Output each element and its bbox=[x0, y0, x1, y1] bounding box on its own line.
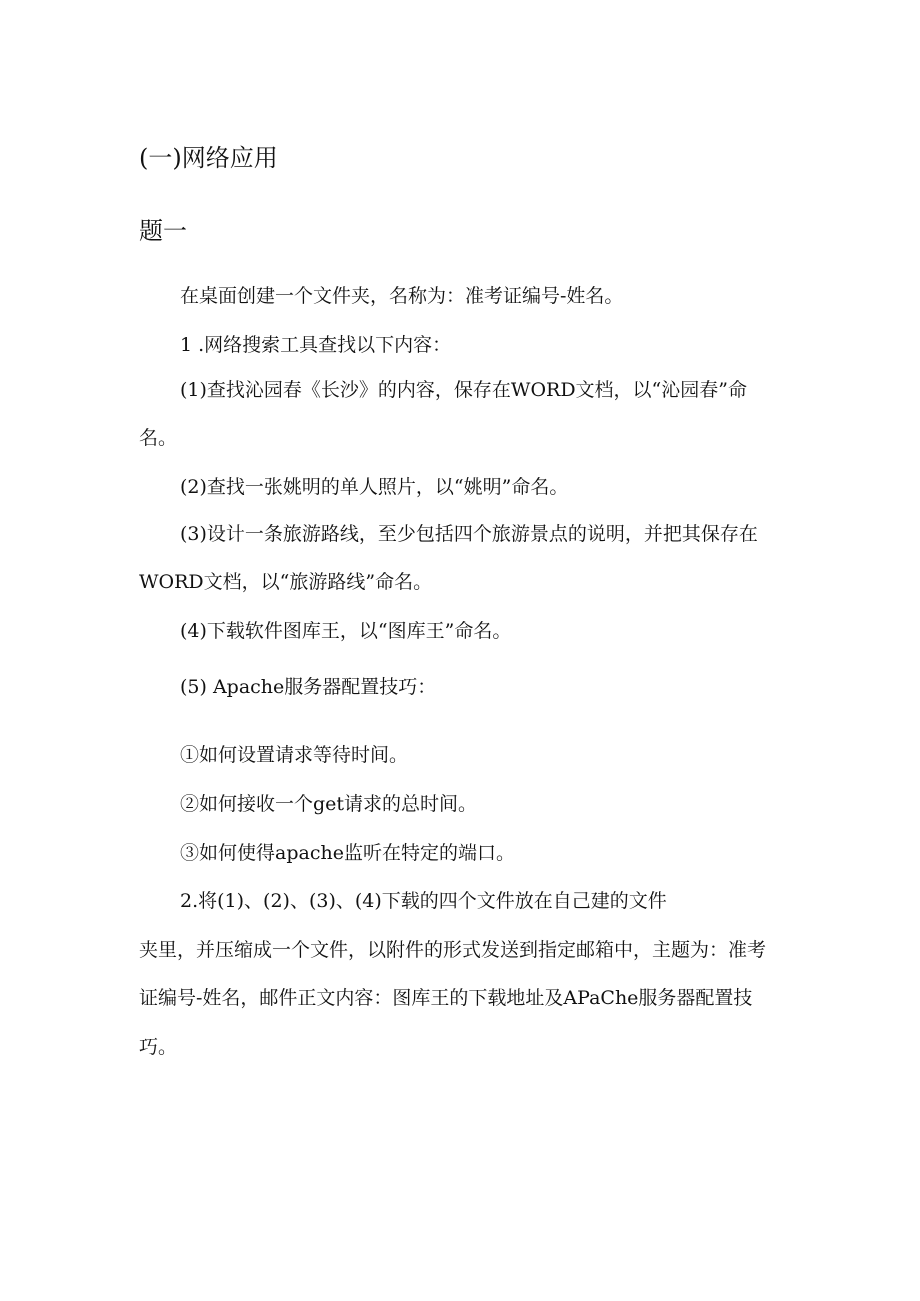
sub-item-3: ③如何使得apache监听在特定的端口。 bbox=[180, 842, 515, 864]
task2-line4: 巧。 bbox=[139, 1036, 178, 1058]
item3-line2: WORD文档，以“旅游路线”命名。 bbox=[139, 571, 433, 593]
intro-paragraph: 在桌面创建一个文件夹，名称为：准考证编号-姓名。 bbox=[180, 285, 624, 307]
sub-item-1: ①如何设置请求等待时间。 bbox=[180, 744, 409, 766]
task2-line3: 证编号-姓名，邮件正文内容：图库王的下载地址及APaChe服务器配置技 bbox=[139, 987, 753, 1009]
item4: (4)下载软件图库王，以“图库王”命名。 bbox=[180, 620, 512, 642]
question-title: 题一 bbox=[139, 217, 187, 245]
item3-line1: (3)设计一条旅游路线，至少包括四个旅游景点的说明，并把其保存在 bbox=[180, 523, 758, 545]
item2: (2)查找一张姚明的单人照片，以“姚明”命名。 bbox=[180, 476, 569, 498]
task2-line1: 2.将(1)、(2)、(3)、(4)下载的四个文件放在自己建的文件 bbox=[180, 890, 667, 912]
item5: (5) Apache服务器配置技巧： bbox=[180, 676, 437, 698]
item1-line2: 名。 bbox=[139, 427, 178, 449]
task2-line2: 夹里，并压缩成一个文件，以附件的形式发送到指定邮箱中，主题为：准考 bbox=[139, 939, 767, 961]
section-title: (一)网络应用 bbox=[139, 144, 278, 172]
task1-heading: 1 .网络搜索工具查找以下内容： bbox=[180, 334, 452, 356]
item1-line1: (1)查找沁园春《长沙》的内容，保存在WORD文档，以“沁园春”命 bbox=[180, 379, 747, 401]
sub-item-2: ②如何接收一个get请求的总时间。 bbox=[180, 793, 478, 815]
